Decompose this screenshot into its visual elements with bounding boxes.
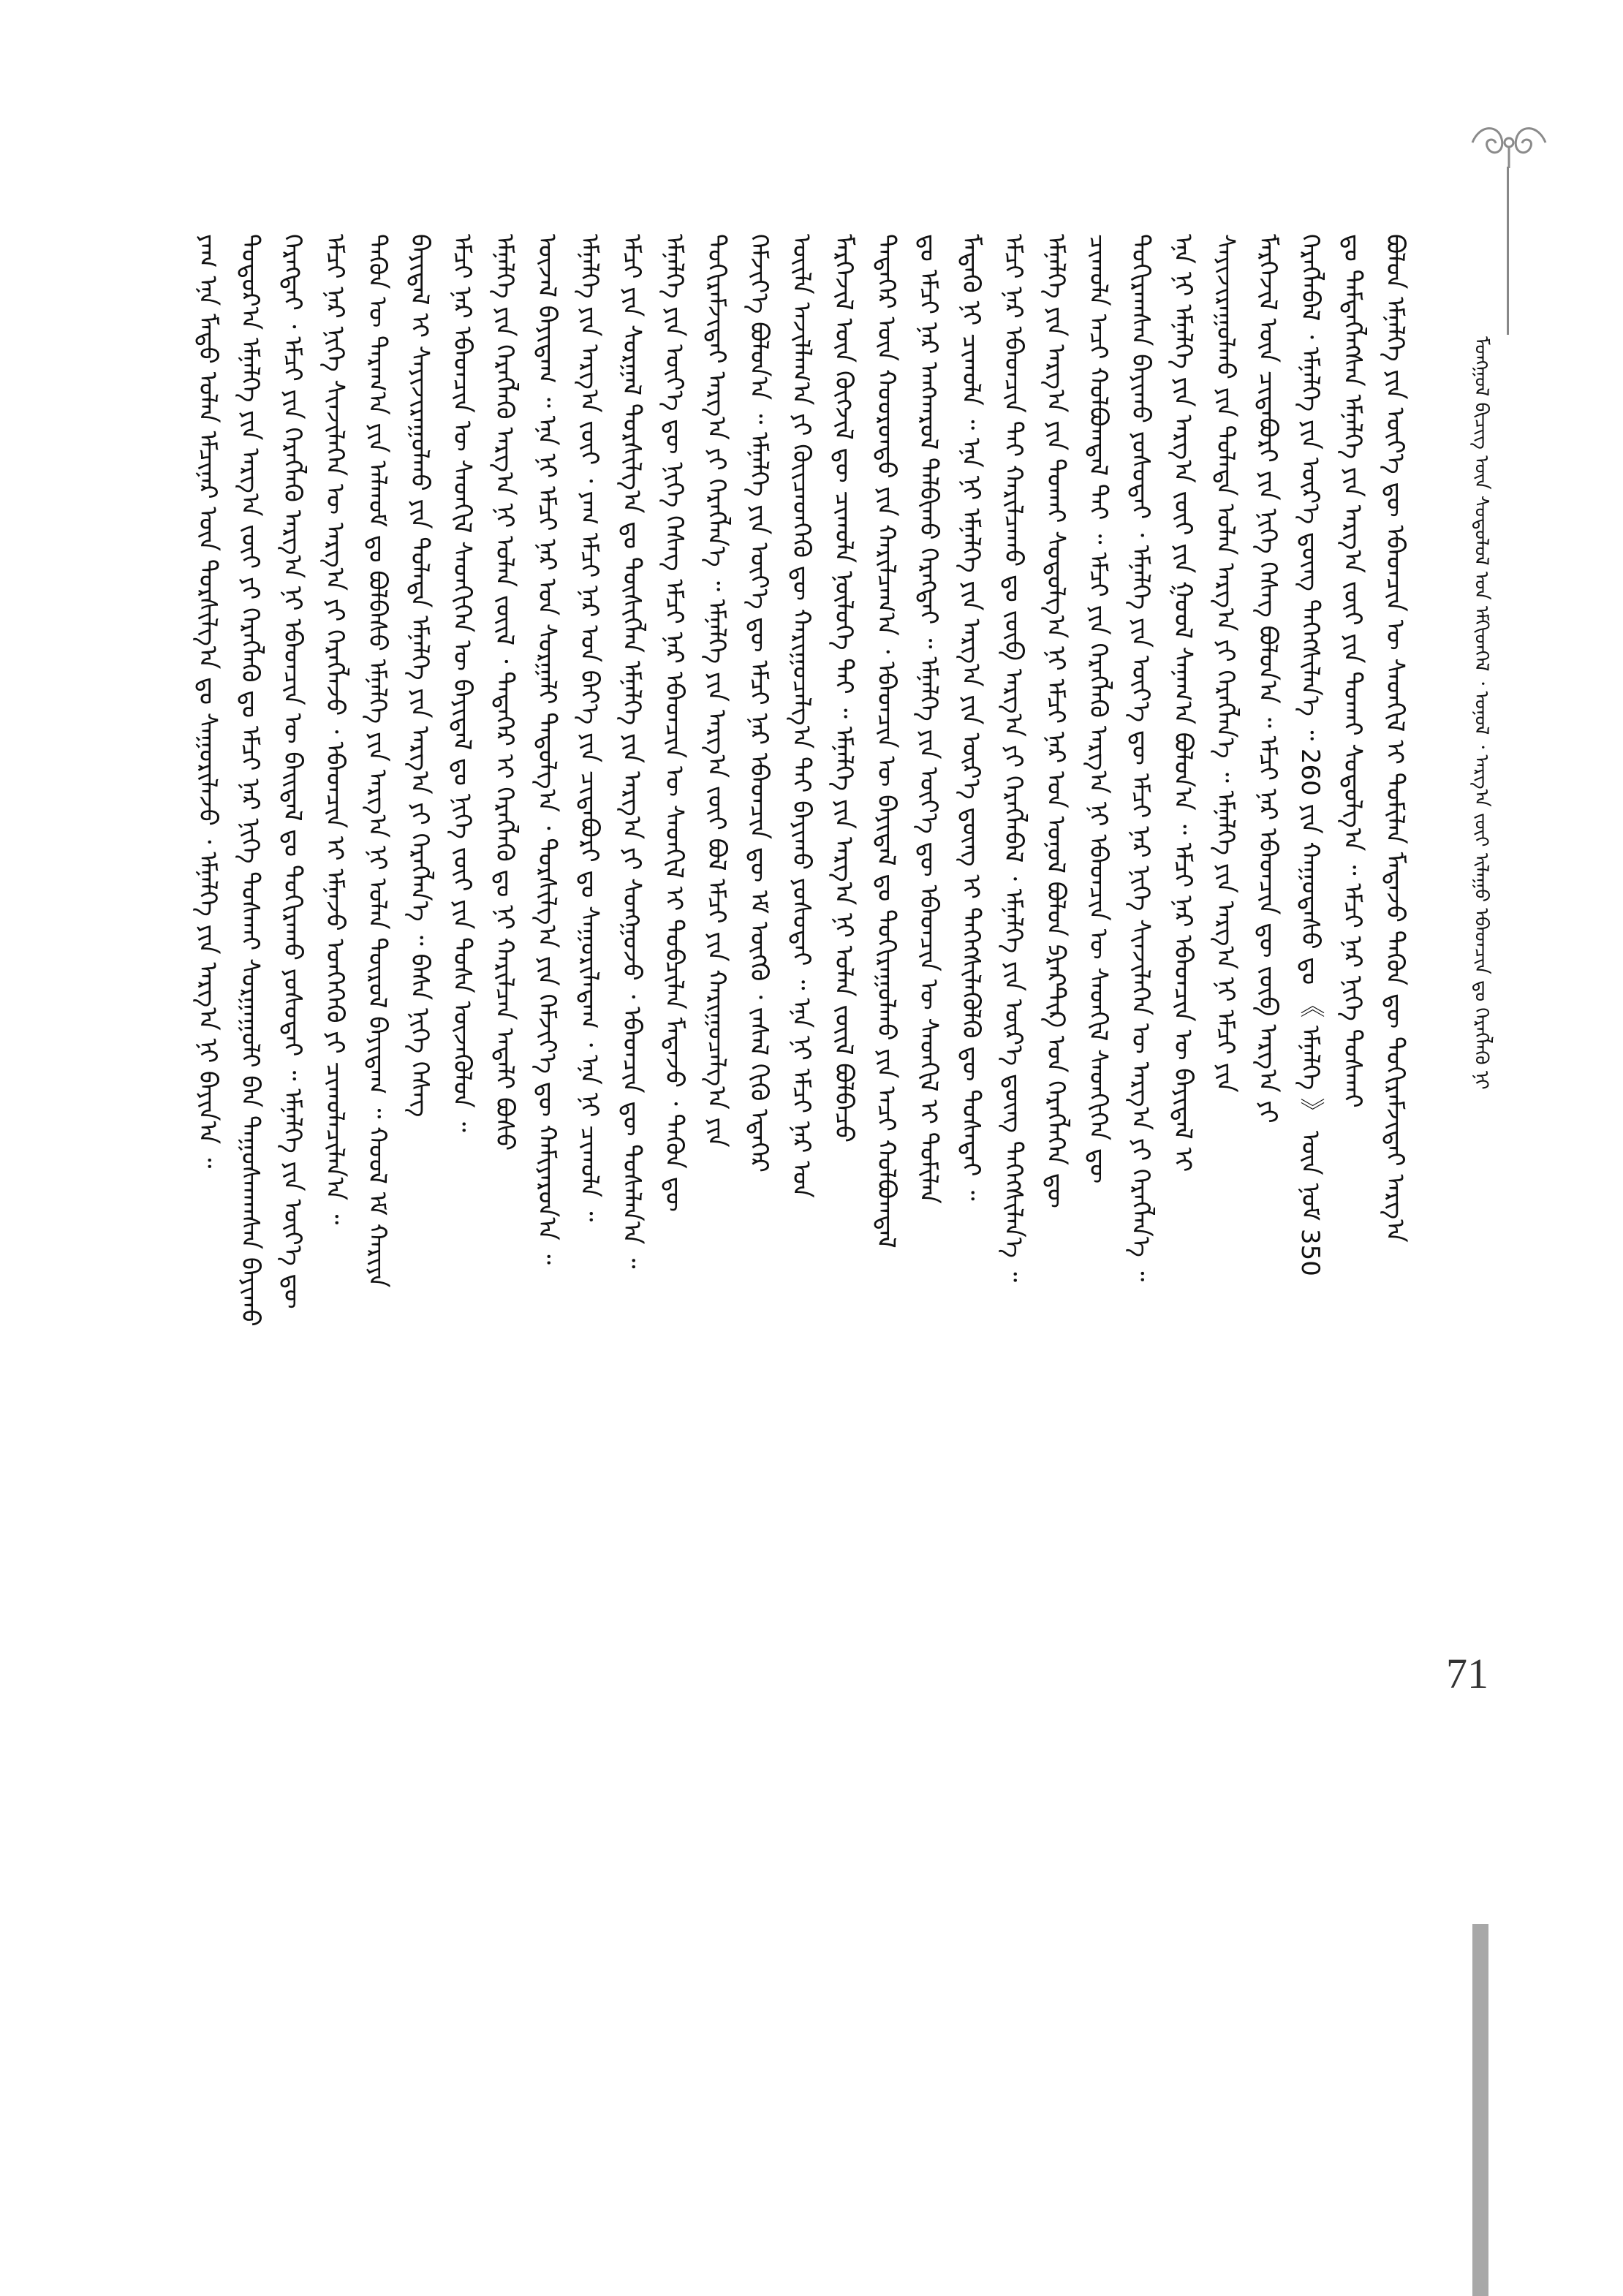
text-column-line: ᠡᠮᠨᠡᠯᠭᠡ ᠶᠢᠨ ᠠᠷᠭ᠎ᠠ ᠶᠢᠨ ᠲᠤᠬᠠᠢ ᠰᠤᠳᠤᠯᠭ᠎ᠠ ᠨᠢ ᠡᠮᠴᠢ ᠨᠠᠷ ᠤᠨ ᠣᠨᠣᠯ ᠪᠣᠯᠤᠨ ᠫᠷᠠᠺᠲ᠋ᠢᠺ ᠤᠨ ᠬᠡᠷᠡᠭᠯᠡᠭᠡᠨ ᠳᠦ xyxy=(1041,234,1070,1208)
text-column xyxy=(956,234,985,2025)
text-column xyxy=(787,234,816,2025)
text-column-line: ᠲᠡᠭᠦᠨ ᠦ ᠳᠠᠷᠠᠭ᠎ᠠ ᠶᠢᠨ ᠠᠯᠬᠤᠮ ᠳᠤ ᠪᠣᠯᠪᠠᠰᠤ ᠡᠮᠨᠡᠯᠭᠡ ᠶᠢᠨ ᠠᠷᠭ᠎ᠠ ᠨᠢ ᠣᠯᠠᠨ ᠲᠥᠷᠥᠯ ᠪᠠᠶᠢᠳᠠᠭ ᠃ ᠬᠣᠣᠯ ᠡᠮ ᠬᠠᠷᠢᠶᠠ xyxy=(363,234,392,1288)
text-column-line: ᠡᠮᠴᠢ ᠨᠠᠷ ᠨᠢᠭᠡ ᠰᠢᠨᠵᠢᠯᠡᠭᠡᠨ ᠦ ᠠᠷᠭ᠎ᠠ ᠶᠢ ᠬᠡᠷᠡᠭᠯᠡᠵᠦ ᠂ ᠡᠪᠡᠳᠴᠢᠨ ᠢ ᠡᠮᠨᠡᠵᠦ ᠡᠳᠭᠡᠭᠡᠬᠦ ᠶᠢ ᠴᠢᠬᠤᠯᠠᠴᠢᠯᠠᠨ᠎ᠠ ᠃ xyxy=(320,234,349,1225)
text-column xyxy=(278,234,307,2025)
text-column-line: ᠡᠨᠡ ᠨᠢ ᠡᠮᠨᠡᠯᠭᠡ ᠶᠢᠨ ᠠᠷᠭ᠎ᠠ ᠵᠦᠢ ᠶᠢᠨ ᠭᠣᠣᠯ ᠰᠠᠨᠠᠭ᠎ᠠ ᠪᠣᠯᠤᠨ᠎ᠠ ᠃ ᠡᠮᠴᠢ ᠨᠠᠷ ᠡᠪᠡᠳᠴᠢᠨ ᠦ ᠪᠠᠶᠢᠳᠠᠯ ᠢ xyxy=(1168,234,1198,1172)
text-column xyxy=(871,234,901,2025)
text-column xyxy=(235,234,265,2025)
ornament-stem xyxy=(1507,167,1509,335)
text-column-line: ᠮᠡᠷᠭᠡᠵᠢᠯ ᠦᠨ ᠬᠥᠭᠵᠢᠯ ᠳᠦ ᠴᠢᠬᠤᠯᠠ ᠨᠥᠯᠦᠭᠡ ᠲᠠᠢ ᠃ ᠡᠮᠨᠡᠯᠭᠡ ᠶᠢᠨ ᠠᠷᠭ᠎ᠠ ᠨᠢ ᠣᠯᠠᠨ ᠵᠦᠢᠯ ᠪᠣᠯᠪᠠᠴᠤ xyxy=(829,234,858,1143)
text-column xyxy=(659,234,689,2025)
text-column-line: ᠶᠠᠭ ᠡᠨᠡ ᠮᠡᠲᠦ ᠣᠯᠠᠨ ᠡᠮᠴᠢᠨᠡᠷ ᠦᠨ ᠲᠤᠷᠰᠢᠯᠭ᠎ᠠ ᠳᠤ ᠰᠠᠭᠤᠷᠢᠯᠠᠵᠤ ᠂ ᠡᠮᠨᠡᠯᠭᠡ ᠶᠢᠨ ᠠᠷᠭ᠎ᠠ ᠨᠢ ᠪᠠᠶᠢᠨ᠎ᠠ ᠃ xyxy=(193,234,222,1169)
text-column xyxy=(914,234,943,2025)
text-column xyxy=(1380,234,1410,2025)
text-column xyxy=(447,234,477,2025)
text-column-line: ᠡᠮᠨᠡᠯᠭᠡ ᠶᠢᠨ ᠬᠡᠷᠡᠭᠯᠡᠬᠦ ᠠᠷᠭ᠎ᠠ ᠨᠢ ᠣᠯᠠᠨ ᠵᠦᠢᠯ ᠂ ᠲᠡᠳᠡᠭᠡᠷ ᠢ ᠬᠡᠷᠡᠭᠯᠡᠬᠦ ᠳᠤ ᠨᠢ ᠬᠠᠷᠢᠯᠴᠠᠨ ᠠᠳᠠᠯᠢ ᠪᠤᠰᠤ xyxy=(490,234,519,1151)
text-column xyxy=(744,234,773,2025)
text-column xyxy=(1126,234,1155,2025)
running-header xyxy=(1467,336,1496,1257)
text-column-line: ᠡᠮᠴᠢ ᠶᠢᠨ ᠰᠤᠷᠭᠠᠯ ᠲᠤᠷᠰᠢᠯᠭ᠎ᠠ ᠳᠤ ᠲᠦᠰᠢᠭᠯᠡᠨ ᠡᠮᠨᠡᠯᠭᠡ ᠶᠢᠨ ᠠᠷᠭ᠎ᠠ ᠶᠢ ᠰᠣᠩᠭᠣᠵᠤ ᠂ ᠡᠪᠡᠳᠴᠢᠨ ᠳᠦ ᠲᠤᠰᠠᠯᠠᠨ᠎ᠠ ᠃ xyxy=(617,234,646,1269)
text-column-line: ᠡᠮᠨᠡᠯᠭᠡ ᠶᠢᠨ ᠦᠶ᠎ᠡ ᠳᠦ ᠨᠢᠭᠡ ᠬᠡᠰᠡᠭ ᠡᠮᠴᠢ ᠨᠠᠷ ᠡᠪᠡᠳᠴᠢᠨ ᠦ ᠰᠡᠳᠬᠢᠯ ᠢ ᠲᠣᠪᠴᠢᠯᠠᠨ ᠮᠡᠳᠡᠵᠦ ᠂ ᠲᠡᠭᠦᠨ ᠳᠦ xyxy=(659,234,689,1212)
text-column xyxy=(1041,234,1070,2025)
page-number: 71 xyxy=(1446,1650,1488,1697)
text-column xyxy=(702,234,731,2025)
text-column xyxy=(575,234,604,2025)
text-column xyxy=(363,234,392,2025)
text-column xyxy=(320,234,349,2025)
body-text xyxy=(193,234,1450,2025)
text-column-line: ᠲᠣᠬᠢᠷᠠᠭᠰᠠᠨ ᠪᠠᠶᠢᠬᠤ ᠶᠣᠰᠣᠲᠠᠢ ᠂ ᠡᠮᠨᠡᠯᠭᠡ ᠶᠢᠨ ᠦᠶ᠎ᠡ ᠳᠦ ᠡᠮᠴᠢ ᠨᠠᠷ ᠨᠢᠭᠡ ᠰᠢᠨᠵᠢᠯᠡᠭᠡᠨ ᠦ ᠠᠷᠭ᠎ᠠ ᠶᠢ ᠬᠡᠷᠡᠭᠯᠡᠨ᠎ᠡ ᠃ xyxy=(1126,234,1155,1282)
text-column xyxy=(617,234,646,2025)
text-column-line: ᠡᠮᠴᠢ ᠨᠠᠷ ᠡᠪᠡᠳᠴᠢᠨ ᠲᠡᠢ ᠬᠠᠷᠢᠯᠴᠠᠬᠤ ᠳᠤ ᠵᠥᠪ ᠠᠷᠭ᠎ᠠ ᠶᠢ ᠬᠡᠷᠡᠭᠯᠡᠪᠡᠯ ᠂ ᠡᠮᠨᠡᠯᠭᠡ ᠶᠢᠨ ᠦᠷ᠎ᠡ ᠳ᠋ᠦᠩ ᠳᠡᠭᠡᠭᠰᠢᠯᠡᠨ᠎ᠡ ᠃ xyxy=(999,234,1028,1283)
text-column xyxy=(405,234,434,2025)
text-column xyxy=(1338,234,1367,2025)
text-column-line: ᠳᠣᠲᠤᠷ᠎ᠠ ᠡᠮᠨᠡᠯᠭᠡ ᠶᠢᠨ ᠠᠷᠭ᠎ᠠ ᠵᠦᠢ ᠶᠢ ᠬᠡᠷᠡᠭᠯᠡᠬᠦ ᠳᠤ ᠡᠮᠴᠢ ᠨᠠᠷ ᠨᠢᠭᠡ ᠲᠤᠰᠬᠠᠢ ᠰᠤᠷᠭᠠᠭᠤᠯᠢ ᠪᠠᠨ ᠳᠠᠭᠤᠰᠬᠠᠭᠰᠠᠨ ᠪᠠᠶᠢᠬᠤ xyxy=(235,234,265,1327)
text-column xyxy=(1211,234,1240,2025)
text-column xyxy=(490,234,519,2025)
text-column-line: ᠦᠢᠯᠡ ᠠᠵᠢᠯᠯᠠᠭ᠎ᠠ ᠶᠢ ᠭᠦᠢᠴᠡᠳᠭᠡᠬᠦ ᠳᠦ ᠬᠠᠷᠢᠭᠤᠴᠠᠯᠭ᠎ᠠ ᠲᠠᠢ ᠪᠠᠶᠢᠬᠤ ᠶᠣᠰᠣᠲᠠᠢ ᠃ ᠡᠨᠡ ᠨᠢ ᠡᠮᠴᠢ ᠨᠠᠷ ᠤᠨ xyxy=(787,234,816,1198)
text-column-line: ᠮᠡᠷᠭᠡᠵᠢᠯ ᠦᠨ ᠴᠢᠳᠠᠪᠤᠷᠢ ᠶᠢᠨ ᠨᠢᠭᠡ ᠬᠡᠰᠡᠭ ᠪᠣᠯᠤᠨ᠎ᠠ ᠃ ᠡᠮᠴᠢ ᠨᠠᠷ ᠡᠪᠡᠳᠴᠢᠨ ᠳᠦ ᠵᠥᠪ ᠠᠷᠭ᠎ᠠ ᠶᠢ xyxy=(1253,234,1282,1124)
text-column xyxy=(999,234,1028,2025)
text-column-line: ᠬᠡᠷᠡᠭᠯᠡᠪᠡᠯ ᠂ ᠡᠮᠨᠡᠯᠭᠡ ᠶᠢᠨ ᠦᠷ᠎ᠡ ᠳ᠋ᠦᠩ ᠳᠡᠭᠡᠭᠰᠢᠯᠡᠨ᠎ᠡ ᠃ 260 ᠶᠢᠨ ᠬᠠᠭᠤᠳᠠᠰᠤ ᠳᠤ 《 ᠡᠮᠨᠡᠯᠭᠡ 》 ᠦᠨ ᠨᠣᠮ 350 xyxy=(1295,234,1325,1276)
text-column-line: ᠰᠠᠶᠢᠵᠢᠷᠠᠭᠤᠯᠬᠤ ᠶᠢᠨ ᠲᠤᠯᠠᠳᠠ ᠣᠯᠠᠨ ᠠᠷᠭ᠎ᠠ ᠶᠢ ᠬᠡᠷᠡᠭᠯᠡᠨ᠎ᠡ ᠃ ᠡᠮᠨᠡᠯᠭᠡ ᠶᠢᠨ ᠠᠷᠭ᠎ᠠ ᠨᠢ ᠡᠮᠴᠢ ᠶᠢᠨ xyxy=(1211,234,1240,1093)
text-column-line: ᠡᠮᠴᠢ ᠨᠠᠷ ᠡᠪᠡᠳᠴᠢᠨ ᠦ ᠰᠡᠳᠬᠢᠯ ᠰᠡᠳᠬᠢᠭᠡᠨ ᠦ ᠪᠠᠶᠢᠳᠠᠯ ᠳᠤ ᠨᠢᠭᠡ ᠵᠦᠢ ᠶᠢᠨ ᠲᠤᠰᠠ ᠦᠵᠡᠭᠦᠯᠦᠨ ᠃ xyxy=(447,234,477,1132)
scroll-ornament-icon xyxy=(1465,117,1553,168)
text-column-line: ᠳᠤ ᠡᠮᠴᠢ ᠨᠠᠷ ᠠᠩᠬᠠᠷᠤᠯ ᠲᠠᠯᠪᠢᠬᠤ ᠬᠡᠷᠡᠭᠲᠡᠢ ᠃ ᠡᠮᠨᠡᠯᠭᠡ ᠶᠢᠨ ᠦᠶ᠎ᠡ ᠳᠦ ᠡᠪᠡᠳᠴᠢᠨ ᠦ ᠰᠡᠳᠬᠢᠯ ᠢ ᠲᠣᠮᠢᠯᠠᠨ xyxy=(914,234,943,1204)
text-column xyxy=(829,234,858,2025)
page-edge-tab xyxy=(1472,1924,1488,2296)
text-column xyxy=(1168,234,1198,2025)
text-column-line: ᠪᠣᠯᠤᠨ ᠡᠮᠨᠡᠯᠭᠡ ᠶᠢᠨ ᠦᠶ᠎ᠡ ᠳᠦ ᠡᠪᠡᠳᠴᠢᠨ ᠦ ᠰᠡᠳᠬᠢᠯ ᠢ ᠲᠣᠮᠢᠯᠠᠨ ᠮᠡᠳᠡᠵᠦ ᠲᠡᠭᠦᠨ ᠳᠦ ᠲᠣᠬᠢᠷᠠᠮᠵᠢᠲᠠᠢ ᠠᠷᠭ᠎ᠠ xyxy=(1380,234,1410,1243)
text-column-line: ᠦᠵᠡᠯ ᠪᠠᠶᠢᠳᠠᠭ ᠃ ᠡᠨᠡ ᠨᠢ ᠡᠮᠴᠢ ᠨᠠᠷ ᠤᠨ ᠰᠤᠷᠭᠠᠯᠢ ᠳᠠᠳᠤᠯᠭ᠎ᠠ ᠂ ᠲᠤᠷᠰᠢᠯᠭ᠎ᠠ ᠶᠢᠨ ᠬᠡᠮᠵᠢᠶ᠎ᠡ ᠳᠦ ᠬᠠᠮᠢᠶᠠᠷᠤᠨ᠎ᠠ ᠃ xyxy=(532,234,561,1265)
text-column xyxy=(1083,234,1113,2025)
text-column-line: ᠲᠣᠬᠢᠷᠠᠮᠵᠢᠲᠠᠢ ᠠᠷᠭ᠎ᠠ ᠶᠢ ᠬᠡᠷᠡᠭᠯᠡᠨ᠎ᠡ ᠃ ᠡᠮᠨᠡᠯᠭᠡ ᠶᠢᠨ ᠠᠷᠭ᠎ᠠ ᠵᠦᠢ ᠪᠣᠯ ᠡᠮᠴᠢ ᠶᠢᠨ ᠬᠠᠷᠢᠭᠤᠴᠠᠯᠭ᠎ᠠ ᠶᠢᠨ xyxy=(702,234,731,1148)
text-column-line: ᠬᠡᠮᠵᠢᠶ᠎ᠡ ᠪᠣᠯᠤᠨ᠎ᠠ ᠃ ᠡᠮᠨᠡᠯᠭᠡ ᠶᠢᠨ ᠦᠶ᠎ᠡ ᠳᠦ ᠡᠮᠴᠢ ᠨᠠᠷ ᠡᠪᠡᠳᠴᠢᠨ ᠳᠦ ᠡᠮ ᠥᠭᠬᠦ ᠂ ᠵᠠᠰᠠᠯ ᠬᠢᠬᠦ ᠡᠳᠡᠭᠡᠷ xyxy=(744,234,773,1172)
running-header-title: ᠮᠣᠩᠭᠣᠯ ᠪᠢᠴᠢᠭ ᠦᠨ ᠰᠤᠳᠤᠯᠤᠯ ᠤᠨ ᠡᠮᠬᠢᠳᠬᠡᠯ ᠂ ᠣᠨᠣᠯ ᠂ ᠠᠷᠭ᠎ᠠ ᠵᠦᠢ ᠢᠯᠠᠭᠤ ᠡᠪᠡᠳᠴᠢᠨ ᠳᠤ ᠬᠡᠷᠡᠭᠯᠡᠬᠦ ᠨᠢ xyxy=(1470,336,1492,1090)
text-column-line: ᠲᠡᠳᠡᠭᠡᠷ ᠦᠨ ᠬᠣᠣᠷᠣᠨᠳᠤ ᠶᠢᠨ ᠬᠠᠷᠢᠯᠴᠠᠭ᠎ᠠ ᠂ ᠡᠪᠡᠳᠴᠢᠨ ᠦ ᠪᠠᠶᠢᠳᠠᠯ ᠳᠤ ᠲᠣᠬᠢᠷᠠᠭᠤᠯᠬᠤ ᠶᠢᠨ ᠠᠴᠢ ᠬᠣᠯᠪᠣᠭᠳᠠᠯ xyxy=(871,234,901,1249)
text-column-line: ᠴᠢᠬᠤᠯᠠ ᠠᠴᠢ ᠬᠣᠯᠪᠣᠭᠳᠠᠯ ᠲᠠᠢ ᠃ ᠡᠮᠴᠢ ᠶᠢᠨ ᠬᠡᠷᠡᠭᠯᠡᠬᠦ ᠠᠷᠭ᠎ᠠ ᠨᠢ ᠡᠪᠡᠳᠴᠢᠨ ᠦ ᠰᠡᠳᠬᠢᠯ ᠰᠡᠳᠬᠢᠭᠡᠨ ᠳᠦ xyxy=(1083,234,1113,1184)
text-column-line: ᠮᠡᠳᠡᠬᠦ ᠨᠢ ᠴᠢᠬᠤᠯᠠ ᠃ ᠡᠨᠡ ᠨᠢ ᠡᠮᠨᠡᠯᠭᠡ ᠶᠢᠨ ᠠᠷᠭ᠎ᠠ ᠶᠢᠨ ᠦᠷ᠎ᠡ ᠳ᠋ᠦᠩ ᠢ ᠳᠡᠭᠡᠭᠰᠢᠯᠡᠭᠦᠯᠬᠦ ᠳᠦ ᠲᠤᠰᠠᠲᠠᠢ ᠃ xyxy=(956,234,985,1201)
text-column xyxy=(1295,234,1325,2025)
text-column xyxy=(193,234,222,2025)
text-column-line: ᠪᠠᠶᠢᠳᠠᠯ ᠢ ᠰᠠᠶᠢᠵᠢᠷᠠᠭᠤᠯᠬᠤ ᠶᠢᠨ ᠲᠤᠯᠠᠳᠠ ᠡᠮᠨᠡᠯᠭᠡ ᠶᠢᠨ ᠠᠷᠭ᠎ᠠ ᠶᠢ ᠬᠡᠷᠡᠭᠯᠡᠨ᠎ᠡ ᠃ ᠪᠠᠰᠠ ᠨᠢᠭᠡ ᠬᠡᠰᠡᠭ xyxy=(405,234,434,1118)
text-column xyxy=(1253,234,1282,2025)
text-column-line: ᠬᠡᠷᠡᠭᠲᠡᠢ ᠂ ᠡᠮᠴᠢ ᠶᠢᠨ ᠬᠡᠷᠡᠭᠯᠡᠬᠦ ᠠᠷᠭ᠎ᠠ ᠨᠢ ᠡᠪᠡᠳᠴᠢᠨ ᠦ ᠪᠠᠢᠳᠠᠯ ᠳᠤ ᠲᠣᠬᠢᠷᠠᠬᠤ ᠶᠣᠰᠣᠲᠠᠢ ᠃ ᠡᠮᠨᠡᠯᠭᠡ ᠶᠢᠨ ᠦᠶ᠎ᠡ ᠳᠦ xyxy=(278,234,307,1309)
text-column xyxy=(532,234,561,2025)
text-column-line: ᠳᠤ ᠲᠡᠮᠳᠡᠭᠯᠡᠭᠰᠡᠨ ᠡᠮᠨᠡᠯᠭᠡ ᠶᠢᠨ ᠠᠷᠭ᠎ᠠ ᠵᠦᠢ ᠶᠢᠨ ᠲᠤᠬᠠᠢ ᠰᠤᠳᠤᠯᠭ᠎ᠠ ᠃ ᠡᠮᠴᠢ ᠨᠠᠷ ᠨᠢᠭᠡ ᠲᠤᠰᠬᠠᠢ xyxy=(1338,234,1367,1108)
text-column-line: ᠡᠮᠨᠡᠯᠭᠡ ᠶᠢᠨ ᠠᠷᠭ᠎ᠠ ᠵᠦᠢ ᠂ ᠶᠠᠭ ᠡᠮᠴᠢ ᠨᠠᠷ ᠤᠨ ᠪᠡᠶ᠎ᠡ ᠶᠢᠨ ᠴᠢᠳᠠᠪᠤᠷᠢ ᠳᠤ ᠰᠠᠭᠤᠷᠢᠯᠠᠳᠠᠭ ᠂ ᠡᠨᠡ ᠨᠢ ᠴᠢᠬᠤᠯᠠ ᠃ xyxy=(575,234,604,1222)
